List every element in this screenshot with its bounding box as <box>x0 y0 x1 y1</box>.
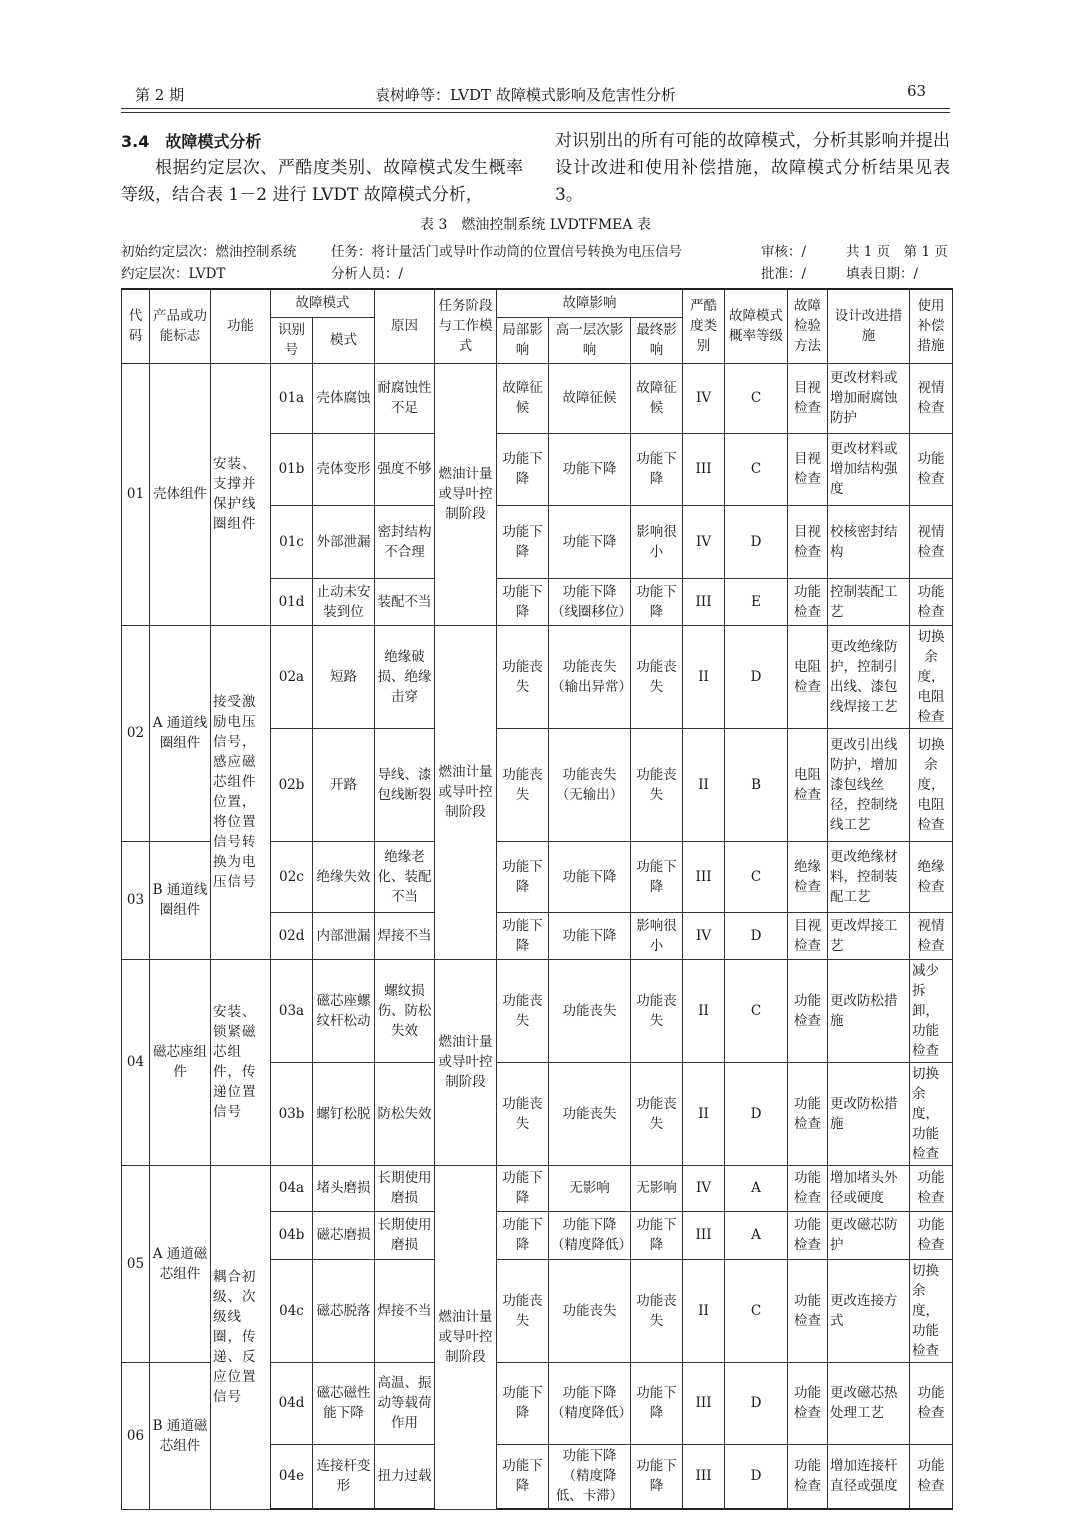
cell-mode: 壳体变形 <box>313 433 375 505</box>
cell-probability: D <box>725 625 788 728</box>
meta-date: 填表日期：/ <box>846 266 919 282</box>
right-column <box>555 128 950 209</box>
paragraph-left: 根据约定层次、严酷度类别、故障模式发生概率等级，结合表 1－2 进行 LVDT 故障模式分析， <box>121 158 523 205</box>
cell-design: 更改绝缘防护，控制引出线、漆包线焊接工艺 <box>828 625 910 728</box>
cell-design: 更改防松措施 <box>828 1062 910 1165</box>
meta-approve: 批准：/ <box>761 266 807 282</box>
cell-task-phase: 燃油计量或导叶控制阶段 <box>435 1165 497 1509</box>
cell-mode: 壳体腐蚀 <box>313 363 375 433</box>
meta-initial-level: 初始约定层次：燃油控制系统 <box>121 244 297 260</box>
cell-compensation: 绝缘检查 <box>910 841 953 912</box>
cell-mode: 绝缘失效 <box>313 841 375 912</box>
cell-local: 故障征候 <box>497 363 549 433</box>
cell-higher: 无影响 <box>549 1165 631 1211</box>
running-title: 袁树峥等：LVDT 故障模式影响及危害性分析 <box>375 86 676 104</box>
meta-analyst: 分析人员：/ <box>331 266 404 282</box>
cell-cause: 焊接不当 <box>375 912 435 959</box>
cell-severity: II <box>683 728 725 841</box>
cell-code: 04 <box>122 959 150 1165</box>
cell-local: 功能丧失 <box>497 1259 549 1362</box>
cell-local: 功能下降 <box>497 841 549 912</box>
cell-local: 功能丧失 <box>497 625 549 728</box>
cell-cause: 长期使用磨损 <box>375 1211 435 1259</box>
cell-detection: 目视检查 <box>788 505 828 578</box>
cell-compensation: 功能检查 <box>910 1362 953 1444</box>
cell-id: 02c <box>271 841 313 912</box>
cell-final: 故障征候 <box>631 363 683 433</box>
cell-probability: C <box>725 1259 788 1362</box>
th-detection: 故障检验方法 <box>788 289 828 363</box>
cell-probability: C <box>725 959 788 1062</box>
cell-mode: 磁芯脱落 <box>313 1259 375 1362</box>
paragraph-right: 对识别出的所有可能的故障模式，分析其影响并提出设计改进和使用补偿措施，故障模式分析结果见表 3。 <box>555 131 950 205</box>
cell-final: 功能下降 <box>631 1362 683 1444</box>
cell-compensation: 切换余度，电阻检查 <box>910 625 953 728</box>
cell-higher: 功能下降 <box>549 505 631 578</box>
cell-probability: D <box>725 1444 788 1509</box>
cell-design: 更改焊接工艺 <box>828 912 910 959</box>
cell-local: 功能下降 <box>497 578 549 625</box>
cell-probability: C <box>725 433 788 505</box>
cell-mode: 螺钉松脱 <box>313 1062 375 1165</box>
th-cause: 原因 <box>375 289 435 363</box>
cell-detection: 绝缘检查 <box>788 841 828 912</box>
cell-detection: 功能检查 <box>788 1444 828 1509</box>
cell-detection: 功能检查 <box>788 1165 828 1211</box>
cell-product: B 通道线圈组件 <box>150 841 211 959</box>
cell-final: 功能丧失 <box>631 728 683 841</box>
cell-mode: 短路 <box>313 625 375 728</box>
cell-detection: 功能检查 <box>788 1362 828 1444</box>
cell-probability: D <box>725 505 788 578</box>
cell-compensation: 功能检查 <box>910 1444 953 1509</box>
th-local: 局部影响 <box>497 317 549 363</box>
cell-detection: 功能检查 <box>788 1062 828 1165</box>
cell-higher: 功能下降（线圈移位） <box>549 578 631 625</box>
cell-mode: 堵头磨损 <box>313 1165 375 1211</box>
cell-detection: 功能检查 <box>788 578 828 625</box>
cell-design: 更改引出线防护，增加漆包线丝径，控制绕线工艺 <box>828 728 910 841</box>
th-task-phase: 任务阶段与工作模式 <box>435 289 497 363</box>
cell-severity: III <box>683 1211 725 1259</box>
cell-design: 更改防松措施 <box>828 959 910 1062</box>
cell-cause: 绝缘破损、绝缘击穿 <box>375 625 435 728</box>
cell-severity: III <box>683 841 725 912</box>
cell-function: 安装、锁紧磁芯组件，传递位置信号 <box>211 959 271 1165</box>
th-probability: 故障模式概率等级 <box>725 289 788 363</box>
cell-final: 影响很小 <box>631 912 683 959</box>
cell-final: 功能下降 <box>631 578 683 625</box>
cell-id: 02b <box>271 728 313 841</box>
cell-detection: 目视检查 <box>788 433 828 505</box>
cell-higher: 故障征候 <box>549 363 631 433</box>
cell-mode: 开路 <box>313 728 375 841</box>
cell-severity: II <box>683 1062 725 1165</box>
page-number: 63 <box>907 82 927 100</box>
cell-severity: IV <box>683 505 725 578</box>
cell-final: 影响很小 <box>631 505 683 578</box>
cell-local: 功能下降 <box>497 1362 549 1444</box>
cell-cause: 强度不够 <box>375 433 435 505</box>
cell-probability: D <box>725 1362 788 1444</box>
cell-final: 功能下降 <box>631 1211 683 1259</box>
cell-higher: 功能下降（精度降低） <box>549 1362 631 1444</box>
cell-mode: 内部泄漏 <box>313 912 375 959</box>
table-caption: 表 3 燃油控制系统 LVDTFMEA 表 <box>420 217 651 233</box>
cell-severity: IV <box>683 1165 725 1211</box>
cell-design: 更改磁芯防护 <box>828 1211 910 1259</box>
cell-detection: 功能检查 <box>788 959 828 1062</box>
cell-cause: 绝缘老化、装配不当 <box>375 841 435 912</box>
cell-design: 更改材料或增加耐腐蚀防护 <box>828 363 910 433</box>
cell-severity: III <box>683 433 725 505</box>
fmea-table <box>121 288 953 1510</box>
cell-final: 功能丧失 <box>631 1062 683 1165</box>
cell-id: 04b <box>271 1211 313 1259</box>
cell-id: 01d <box>271 578 313 625</box>
cell-code: 02 <box>122 625 150 841</box>
cell-cause: 高温、振动等载荷作用 <box>375 1362 435 1444</box>
cell-higher: 功能丧失 <box>549 1259 631 1362</box>
cell-compensation: 视情检查 <box>910 505 953 578</box>
cell-id: 02d <box>271 912 313 959</box>
cell-final: 功能下降 <box>631 1444 683 1509</box>
cell-probability: C <box>725 363 788 433</box>
cell-code: 01 <box>122 363 150 625</box>
cell-severity: III <box>683 1362 725 1444</box>
cell-id: 03b <box>271 1062 313 1165</box>
cell-higher: 功能下降 <box>549 841 631 912</box>
cell-severity: II <box>683 1259 725 1362</box>
cell-cause: 密封结构不合理 <box>375 505 435 578</box>
cell-cause: 焊接不当 <box>375 1259 435 1362</box>
cell-compensation: 视情检查 <box>910 363 953 433</box>
table-row <box>122 363 953 433</box>
cell-product: A 通道线圈组件 <box>150 625 211 841</box>
cell-mode: 磁芯磨损 <box>313 1211 375 1259</box>
cell-severity: IV <box>683 912 725 959</box>
cell-detection: 电阻检查 <box>788 728 828 841</box>
cell-final: 功能下降 <box>631 433 683 505</box>
section-heading: 3.4 故障模式分析 <box>121 132 262 151</box>
cell-cause: 扭力过载 <box>375 1444 435 1509</box>
meta-level: 约定层次：LVDT <box>121 266 226 282</box>
cell-id: 04d <box>271 1362 313 1444</box>
cell-cause: 导线、漆包线断裂 <box>375 728 435 841</box>
cell-probability: E <box>725 578 788 625</box>
cell-compensation: 切换余度，功能检查 <box>910 1062 953 1165</box>
cell-design: 增加连接杆直径或强度 <box>828 1444 910 1509</box>
cell-design: 校核密封结构 <box>828 505 910 578</box>
cell-design: 更改绝缘材料，控制装配工艺 <box>828 841 910 912</box>
cell-product: A 通道磁芯组件 <box>150 1165 211 1362</box>
cell-severity: II <box>683 959 725 1062</box>
cell-probability: A <box>725 1165 788 1211</box>
cell-id: 01b <box>271 433 313 505</box>
cell-cause: 螺纹损伤、防松失效 <box>375 959 435 1062</box>
th-design: 设计改进措施 <box>828 289 910 363</box>
cell-design: 控制装配工艺 <box>828 578 910 625</box>
cell-compensation: 功能检查 <box>910 1211 953 1259</box>
cell-design: 增加堵头外径或硬度 <box>828 1165 910 1211</box>
cell-detection: 功能检查 <box>788 1211 828 1259</box>
cell-severity: III <box>683 1444 725 1509</box>
cell-compensation: 视情检查 <box>910 912 953 959</box>
cell-product: B 通道磁芯组件 <box>150 1362 211 1509</box>
cell-detection: 目视检查 <box>788 363 828 433</box>
cell-final: 功能丧失 <box>631 625 683 728</box>
cell-cause: 装配不当 <box>375 578 435 625</box>
cell-code: 05 <box>122 1165 150 1362</box>
cell-local: 功能下降 <box>497 1444 549 1509</box>
journal-issue: 第 2 期 <box>135 86 185 104</box>
th-function: 功能 <box>211 289 271 363</box>
cell-probability: D <box>725 1062 788 1165</box>
cell-probability: A <box>725 1211 788 1259</box>
cell-cause: 长期使用磨损 <box>375 1165 435 1211</box>
cell-id: 03a <box>271 959 313 1062</box>
cell-higher: 功能丧失（输出异常） <box>549 625 631 728</box>
cell-final: 无影响 <box>631 1165 683 1211</box>
cell-task-phase: 燃油计量或导叶控制阶段 <box>435 363 497 625</box>
header-rule <box>121 112 950 113</box>
cell-id: 04e <box>271 1444 313 1509</box>
meta-review: 审核：/ <box>761 244 807 260</box>
cell-mode: 外部泄漏 <box>313 505 375 578</box>
left-column <box>121 128 523 209</box>
cell-local: 功能下降 <box>497 1165 549 1211</box>
cell-final: 功能下降 <box>631 841 683 912</box>
cell-task-phase: 燃油计量或导叶控制阶段 <box>435 959 497 1165</box>
header-rule <box>121 108 950 109</box>
cell-higher: 功能丧失（无输出） <box>549 728 631 841</box>
header-row <box>122 289 953 317</box>
cell-id: 02a <box>271 625 313 728</box>
th-code: 代码 <box>122 289 150 363</box>
meta-pages: 共 1 页 第 1 页 <box>846 244 948 260</box>
cell-cause: 防松失效 <box>375 1062 435 1165</box>
cell-probability: D <box>725 912 788 959</box>
table-row <box>122 1165 953 1211</box>
cell-severity: III <box>683 578 725 625</box>
th-final: 最终影响 <box>631 317 683 363</box>
th-product: 产品或功能标志 <box>150 289 211 363</box>
cell-design: 更改磁芯热处理工艺 <box>828 1362 910 1444</box>
cell-higher: 功能丧失 <box>549 1062 631 1165</box>
cell-product: 壳体组件 <box>150 363 211 625</box>
cell-local: 功能下降 <box>497 1211 549 1259</box>
cell-final: 功能丧失 <box>631 959 683 1062</box>
cell-higher: 功能下降 <box>549 912 631 959</box>
cell-cause: 耐腐蚀性不足 <box>375 363 435 433</box>
th-id: 识别号 <box>271 317 313 363</box>
cell-final: 功能丧失 <box>631 1259 683 1362</box>
cell-function: 耦合初级、次级线圈，传递、反应位置信号 <box>211 1165 271 1509</box>
cell-id: 04c <box>271 1259 313 1362</box>
th-higher: 高一层次影响 <box>549 317 631 363</box>
cell-local: 功能丧失 <box>497 1062 549 1165</box>
cell-detection: 电阻检查 <box>788 625 828 728</box>
cell-local: 功能下降 <box>497 433 549 505</box>
cell-id: 01c <box>271 505 313 578</box>
cell-local: 功能丧失 <box>497 959 549 1062</box>
cell-mode: 止动未安装到位 <box>313 578 375 625</box>
table-row <box>122 625 953 728</box>
cell-higher: 功能下降（精度降低） <box>549 1211 631 1259</box>
cell-code: 06 <box>122 1362 150 1509</box>
cell-mode: 连接杆变形 <box>313 1444 375 1509</box>
th-failure-mode: 故障模式 <box>271 289 375 317</box>
cell-compensation: 功能检查 <box>910 433 953 505</box>
cell-severity: IV <box>683 363 725 433</box>
cell-detection: 功能检查 <box>788 1259 828 1362</box>
table-row <box>122 959 953 1062</box>
cell-code: 03 <box>122 841 150 959</box>
cell-probability: C <box>725 841 788 912</box>
cell-function: 安装、支撑并保护线圈组件 <box>211 363 271 625</box>
th-severity: 严酷度类别 <box>683 289 725 363</box>
cell-function: 接受激励电压信号，感应磁芯组件位置，将位置信号转换为电压信号 <box>211 625 271 959</box>
cell-id: 04a <box>271 1165 313 1211</box>
cell-compensation: 功能检查 <box>910 1165 953 1211</box>
cell-task-phase: 燃油计量或导叶控制阶段 <box>435 625 497 959</box>
cell-local: 功能丧失 <box>497 728 549 841</box>
cell-compensation: 功能检查 <box>910 578 953 625</box>
cell-compensation: 减少拆卸，功能检查 <box>910 959 953 1062</box>
th-mode: 模式 <box>313 317 375 363</box>
th-failure-effect: 故障影响 <box>497 289 683 317</box>
cell-higher: 功能丧失 <box>549 959 631 1062</box>
cell-compensation: 切换余度，功能检查 <box>910 1259 953 1362</box>
cell-mode: 磁芯磁性能下降 <box>313 1362 375 1444</box>
cell-design: 更改连接方式 <box>828 1259 910 1362</box>
cell-design: 更改材料或增加结构强度 <box>828 433 910 505</box>
cell-detection: 目视检查 <box>788 912 828 959</box>
cell-severity: II <box>683 625 725 728</box>
cell-product: 磁芯座组件 <box>150 959 211 1165</box>
cell-higher: 功能下降（精度降低、卡滞） <box>549 1444 631 1509</box>
th-compensation: 使用补偿措施 <box>910 289 953 363</box>
cell-local: 功能下降 <box>497 912 549 959</box>
cell-id: 01a <box>271 363 313 433</box>
cell-mode: 磁芯座螺纹杆松动 <box>313 959 375 1062</box>
meta-task: 任务：将计量活门或导叶作动筒的位置信号转换为电压信号 <box>331 244 682 260</box>
cell-local: 功能下降 <box>497 505 549 578</box>
cell-probability: B <box>725 728 788 841</box>
cell-compensation: 切换余度，电阻检查 <box>910 728 953 841</box>
cell-higher: 功能下降 <box>549 433 631 505</box>
